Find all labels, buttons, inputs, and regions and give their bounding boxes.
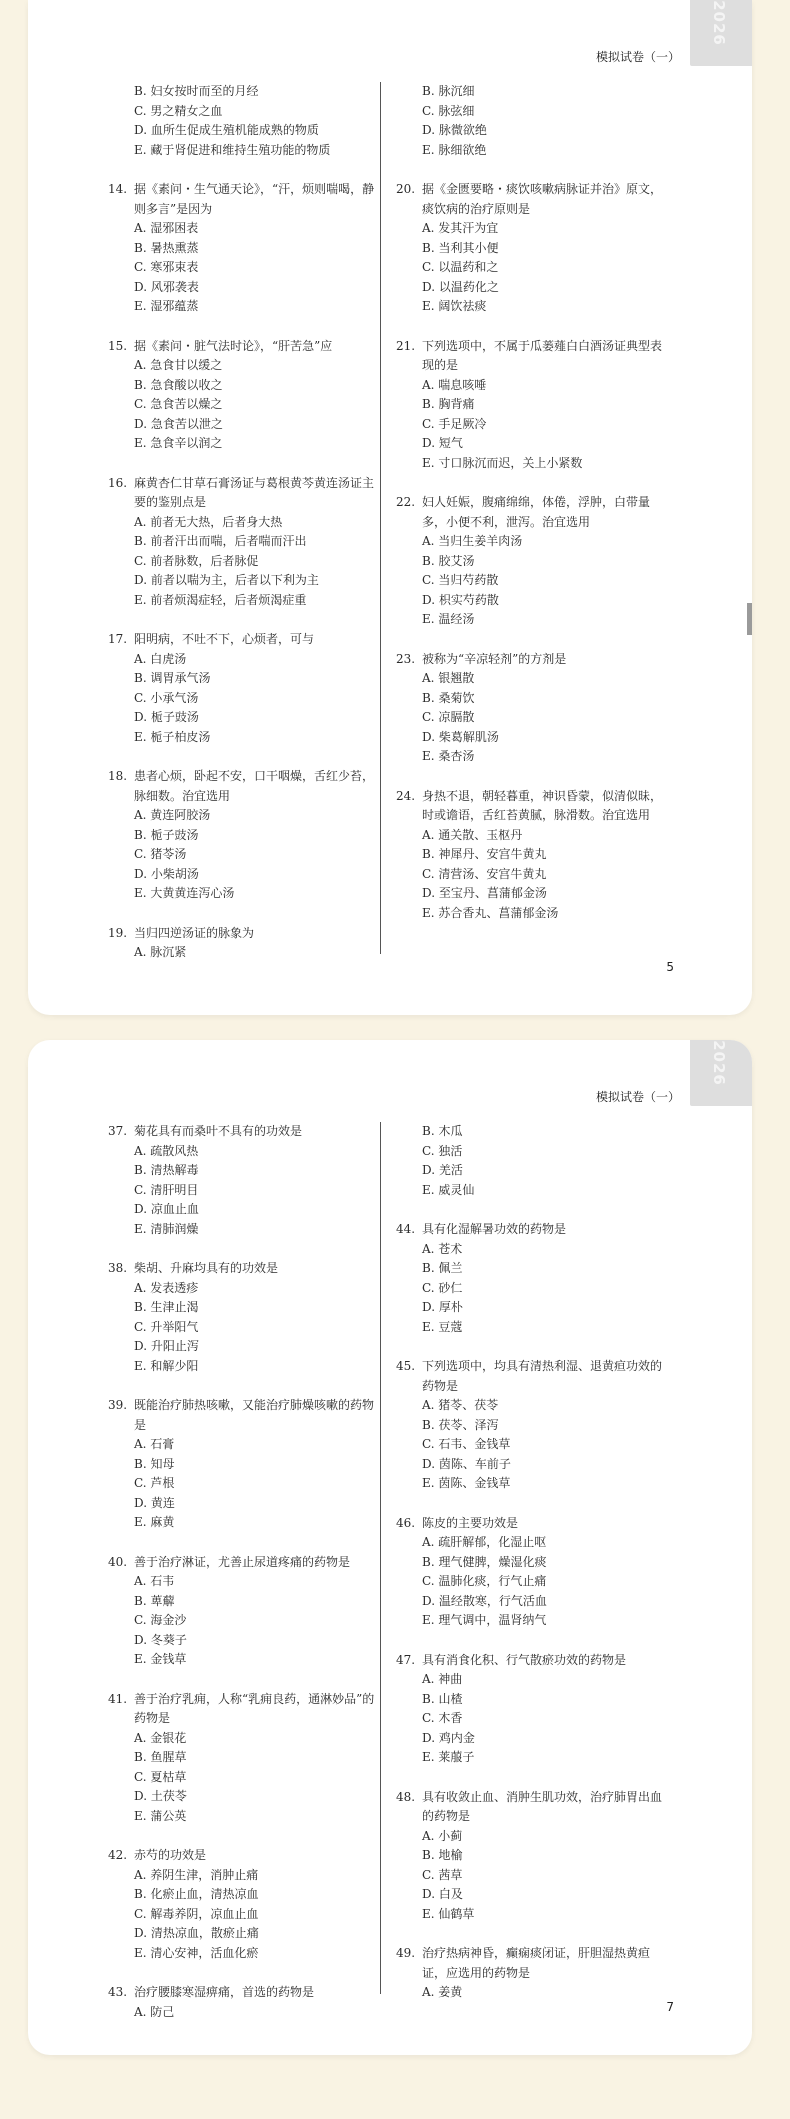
answer-option: A. 姜黄 <box>422 1985 463 1999</box>
answer-option: E. 和解少阳 <box>134 1358 199 1373</box>
answer-option: B. 前者汗出而喘，后者喘而汗出 <box>134 534 307 548</box>
question-text: 当归四逆汤证的脉象为 <box>134 925 255 940</box>
question-number: 40. <box>108 1554 128 1569</box>
answer-option: B. 栀子豉汤 <box>134 827 199 842</box>
question-stem <box>396 1357 668 1396</box>
answer-option: E. 威灵仙 <box>422 1182 475 1197</box>
answer-option: C. 砂仁 <box>422 1280 463 1295</box>
answer-option: B. 知母 <box>134 1456 175 1471</box>
question-item <box>396 337 668 474</box>
answer-option: B. 当利其小便 <box>422 240 499 255</box>
left-column <box>108 82 380 983</box>
answer-option: E. 大黄黄连泻心汤 <box>134 886 235 900</box>
answer-option: E. 前者烦渴症轻，后者烦渴症重 <box>134 592 307 607</box>
answer-option: B. 化瘀止血，清热凉血 <box>134 1887 259 1901</box>
question-item <box>108 1122 380 1239</box>
question-item <box>396 1651 668 1768</box>
question-item <box>108 1259 380 1376</box>
page-number: 7 <box>666 2000 674 2014</box>
question-item <box>108 767 380 904</box>
answer-option: A. 小蓟 <box>422 1828 463 1843</box>
question-item <box>396 1357 668 1494</box>
answer-option: D. 冬葵子 <box>134 1632 187 1647</box>
answer-option: A. 苍术 <box>422 1241 463 1256</box>
page-number: 5 <box>666 960 674 974</box>
question-number: 41. <box>108 1691 128 1706</box>
answer-option: A. 前者无大热，后者身大热 <box>134 514 283 529</box>
question-item <box>396 180 668 317</box>
question-text: 陈皮的主要功效是 <box>422 1515 519 1530</box>
answer-option: D. 短气 <box>422 436 463 450</box>
question-text: 妇人妊娠，腹痛绵绵，体倦，浮肿，白带量多，小便不利，泄泻。治宜选用 <box>422 495 651 529</box>
question-stem <box>396 1651 668 1671</box>
question-item <box>396 1514 668 1631</box>
answer-option: B. 神犀丹、安宫牛黄丸 <box>422 847 547 861</box>
answer-option: A. 疏肝解郁，化湿止呕 <box>422 1535 547 1549</box>
answer-option: B. 桑菊饮 <box>422 690 475 705</box>
answer-option: C. 寒邪束表 <box>134 260 199 274</box>
answer-option: A. 急食甘以缓之 <box>134 358 223 372</box>
answer-option: D. 升阳止泻 <box>134 1339 199 1353</box>
answer-option: C. 前者脉数，后者脉促 <box>134 553 259 568</box>
answer-option: A. 白虎汤 <box>134 651 187 666</box>
question-stem <box>108 1983 380 2003</box>
answer-option: E. 寸口脉沉而迟，关上小紧数 <box>422 455 583 470</box>
question-stem <box>396 650 668 670</box>
year-tab <box>690 1040 752 1106</box>
answer-option: A. 神曲 <box>422 1672 463 1686</box>
answer-option: C. 脉弦细 <box>422 103 475 118</box>
answer-option: A. 金银花 <box>134 1730 187 1745</box>
answer-option: B. 清热解毒 <box>134 1163 199 1177</box>
answer-option: E. 藏于肾促进和维持生殖功能的物质 <box>134 142 331 157</box>
question-number: 19. <box>108 925 128 940</box>
question-text: 既能治疗肺热咳嗽，又能治疗肺燥咳嗽的药物是 <box>134 1398 375 1432</box>
question-number: 38. <box>108 1261 128 1275</box>
question-text: 治疗热病神昏，癫痫痰闭证，肝胆湿热黄疸证，应选用的药物是 <box>422 1946 651 1980</box>
answer-options <box>134 219 380 317</box>
question-text: 菊花具有而桑叶不具有的功效是 <box>134 1124 303 1138</box>
question-number: 18. <box>108 769 128 783</box>
answer-options <box>134 943 380 963</box>
answer-option: C. 夏枯草 <box>134 1769 187 1784</box>
answer-option: A. 黄连阿胶汤 <box>134 808 211 822</box>
question-stem <box>108 630 380 650</box>
answer-options <box>134 356 380 454</box>
continued-options <box>422 82 668 160</box>
right-column <box>396 1122 668 2023</box>
answer-option: C. 解毒养阴，凉血止血 <box>134 1906 259 1921</box>
answer-option: C. 海金沙 <box>134 1613 187 1627</box>
question-number: 49. <box>396 1946 416 1960</box>
exam-page-5 <box>28 0 752 1015</box>
question-text: 麻黄杏仁甘草石膏汤证与葛根黄芩黄连汤证主要的鉴别点是 <box>134 475 375 509</box>
answer-option: C. 男之精女之血 <box>134 103 223 118</box>
answer-option: D. 白及 <box>422 1887 463 1901</box>
answer-option: B. 急食酸以收之 <box>134 377 223 392</box>
answer-option: A. 疏散风热 <box>134 1143 199 1158</box>
answer-option: E. 温经汤 <box>422 612 475 626</box>
answer-option: A. 喘息咳唾 <box>422 377 487 392</box>
question-item <box>108 337 380 454</box>
column-divider <box>380 82 381 954</box>
question-stem <box>108 1553 380 1573</box>
question-number: 24. <box>396 788 416 803</box>
question-text: 具有收敛止血、消肿生肌功效，治疗肺胃出血的药物是 <box>422 1789 663 1823</box>
answer-option: B. 地榆 <box>422 1848 463 1862</box>
answer-option: D. 血所生促成生殖机能成熟的物质 <box>134 123 319 137</box>
question-stem <box>108 1690 380 1729</box>
answer-option: E. 清肺润燥 <box>134 1221 199 1236</box>
answer-option: C. 芦根 <box>134 1476 175 1490</box>
answer-options <box>422 1983 668 2003</box>
answer-option: B. 生津止渴 <box>134 1300 199 1314</box>
page-header: 模拟试卷（一） <box>595 50 680 64</box>
question-stem <box>108 1396 380 1435</box>
answer-option: C. 石韦、金钱草 <box>422 1437 511 1451</box>
question-stem <box>108 1259 380 1279</box>
question-number: 48. <box>396 1789 416 1804</box>
question-item <box>108 1690 380 1827</box>
question-text: 患者心烦，卧起不安，口干咽燥，舌红少苔，脉细数。治宜选用 <box>134 769 375 803</box>
answer-option: A. 养阴生津，消肿止痛 <box>134 1867 259 1882</box>
answer-option: B. 妇女按时而至的月经 <box>134 84 259 98</box>
answer-option: A. 猪苓、茯苓 <box>422 1398 499 1412</box>
question-number: 14. <box>108 182 128 196</box>
question-text: 据《素问・生气通天论》，“汗，烦则喘喝，静则多言”是因为 <box>134 182 375 216</box>
question-item <box>108 924 380 963</box>
answer-option: B. 鱼腥草 <box>134 1750 187 1764</box>
answer-option: B. 理气健脾，燥湿化痰 <box>422 1554 547 1569</box>
answer-option: B. 胶艾汤 <box>422 553 475 568</box>
answer-options <box>422 532 668 630</box>
question-stem <box>108 337 380 357</box>
answer-option: D. 温经散寒，行气活血 <box>422 1593 547 1608</box>
question-number: 44. <box>396 1222 416 1236</box>
scroll-marker <box>747 603 752 635</box>
answer-options <box>134 1279 380 1377</box>
answer-option: E. 脉细欲绝 <box>422 142 487 157</box>
question-number: 45. <box>396 1359 416 1373</box>
question-stem <box>108 924 380 944</box>
answer-option: A. 发其汗为宜 <box>422 221 499 235</box>
question-text: 下列选项中，不属于瓜蒌薤白白酒汤证典型表现的是 <box>422 338 663 372</box>
answer-option: C. 凉膈散 <box>422 710 475 724</box>
answer-option: A. 通关散、玉枢丹 <box>422 827 523 842</box>
answer-option: D. 柴葛解肌汤 <box>422 729 499 744</box>
answer-option: E. 蒲公英 <box>134 1808 187 1823</box>
answer-options <box>422 1240 668 1338</box>
question-stem <box>396 787 668 826</box>
question-text: 柴胡、升麻均具有的功效是 <box>134 1261 279 1275</box>
year-label: 2026 <box>710 0 729 46</box>
answer-option: C. 清营汤、安宫牛黄丸 <box>422 866 547 881</box>
answer-option: D. 脉微欲绝 <box>422 123 487 137</box>
answer-option: E. 栀子柏皮汤 <box>134 729 211 744</box>
answer-option: B. 调胃承气汤 <box>134 671 211 685</box>
answer-options <box>134 1435 380 1533</box>
answer-option: D. 至宝丹、菖蒲郁金汤 <box>422 886 547 900</box>
question-item <box>108 1553 380 1670</box>
year-label: 2026 <box>710 1040 729 1086</box>
question-text: 身热不退，朝轻暮重，神识昏蒙，似清似昧，时或谵语，舌红苔黄腻，脉滑数。治宜选用 <box>422 788 663 822</box>
question-item <box>108 474 380 611</box>
question-item <box>396 1220 668 1337</box>
answer-options <box>422 1533 668 1631</box>
question-item <box>396 1788 668 1925</box>
answer-option: E. 豆蔻 <box>422 1319 463 1334</box>
question-stem <box>108 1846 380 1866</box>
answer-option: C. 猪苓汤 <box>134 847 187 861</box>
answer-option: E. 麻黄 <box>134 1515 175 1529</box>
question-item <box>108 1983 380 2022</box>
answer-option: E. 苏合香丸、菖蒲郁金汤 <box>422 905 559 920</box>
answer-option: D. 厚朴 <box>422 1300 463 1314</box>
year-tab <box>690 0 752 66</box>
answer-option: D. 凉血止血 <box>134 1202 199 1216</box>
answer-option: A. 银翘散 <box>422 671 475 685</box>
question-number: 22. <box>396 495 416 509</box>
answer-option: B. 脉沉细 <box>422 84 475 98</box>
answer-option: A. 发表透疹 <box>134 1280 199 1295</box>
answer-option: E. 莱菔子 <box>422 1750 475 1764</box>
question-item <box>396 650 668 767</box>
question-number: 39. <box>108 1398 128 1412</box>
answer-options <box>422 826 668 924</box>
question-text: 下列选项中，均具有清热利湿、退黄疸功效的药物是 <box>422 1359 663 1393</box>
answer-option: C. 急食苦以燥之 <box>134 397 223 411</box>
question-item <box>396 493 668 630</box>
question-number: 17. <box>108 632 128 646</box>
exam-page-7 <box>28 1040 752 2055</box>
answer-options <box>134 513 380 611</box>
right-column <box>396 82 668 943</box>
answer-option: A. 石韦 <box>134 1574 175 1588</box>
answer-option: C. 升举阳气 <box>134 1319 199 1334</box>
answer-option: B. 佩兰 <box>422 1261 463 1275</box>
question-item <box>108 1396 380 1533</box>
question-number: 23. <box>396 651 416 666</box>
question-stem <box>108 180 380 219</box>
question-number: 21. <box>396 338 416 353</box>
continued-options <box>134 82 380 160</box>
question-stem <box>396 1944 668 1983</box>
question-stem <box>108 1122 380 1142</box>
question-stem <box>396 1220 668 1240</box>
question-stem <box>396 1514 668 1534</box>
answer-option: B. 暑热熏蒸 <box>134 240 199 255</box>
answer-option: D. 小柴胡汤 <box>134 866 199 881</box>
answer-option: D. 羌活 <box>422 1163 463 1177</box>
answer-option: C. 独活 <box>422 1143 463 1158</box>
answer-option: E. 阔饮祛痰 <box>422 299 487 313</box>
answer-option: C. 当归芍药散 <box>422 573 499 587</box>
answer-options <box>134 1142 380 1240</box>
answer-option: B. 山楂 <box>422 1691 463 1706</box>
question-text: 善于治疗淋证，尤善止尿道疼痛的药物是 <box>134 1554 351 1569</box>
question-text: 具有消食化积、行气散瘀功效的药物是 <box>422 1652 627 1667</box>
question-stem <box>396 1788 668 1827</box>
answer-option: D. 清热凉血，散瘀止痛 <box>134 1926 259 1940</box>
answer-options <box>134 650 380 748</box>
answer-option: D. 茵陈、车前子 <box>422 1456 511 1471</box>
answer-option: D. 风邪袭表 <box>134 279 199 294</box>
left-column <box>108 1122 380 2042</box>
question-stem <box>108 474 380 513</box>
question-text: 具有化湿解暑功效的药物是 <box>422 1222 567 1236</box>
answer-options <box>422 669 668 767</box>
answer-options <box>422 376 668 474</box>
answer-option: C. 木香 <box>422 1711 463 1725</box>
answer-options <box>134 806 380 904</box>
question-item <box>396 1944 668 2003</box>
answer-option: A. 脉沉紧 <box>134 945 187 959</box>
question-number: 46. <box>396 1515 416 1530</box>
answer-options <box>422 1396 668 1494</box>
question-item <box>108 1846 380 1963</box>
question-text: 善于治疗乳痈，人称“乳痈良药，通淋妙品”的药物是 <box>134 1691 375 1725</box>
answer-option: D. 土茯苓 <box>134 1789 187 1803</box>
answer-option: A. 当归生姜羊肉汤 <box>422 534 523 548</box>
question-number: 47. <box>396 1652 416 1667</box>
question-number: 20. <box>396 182 416 196</box>
page-header: 模拟试卷（一） <box>595 1090 680 1104</box>
answer-option: B. 木瓜 <box>422 1124 463 1138</box>
answer-options <box>134 1866 380 1964</box>
answer-option: E. 急食辛以润之 <box>134 436 223 450</box>
question-number: 16. <box>108 475 128 490</box>
question-number: 37. <box>108 1124 128 1138</box>
answer-option: C. 以温药和之 <box>422 260 499 274</box>
answer-option: E. 茵陈、金钱草 <box>422 1476 511 1490</box>
answer-option: E. 金钱草 <box>134 1652 187 1666</box>
question-text: 据《素问・脏气法时论》，“肝苦急”应 <box>134 338 333 353</box>
question-text: 赤芍的功效是 <box>134 1848 207 1862</box>
question-item <box>108 180 380 317</box>
answer-option: C. 手足厥冷 <box>422 416 487 431</box>
question-text: 阳明病，不吐不下，心烦者，可与 <box>134 632 315 646</box>
question-stem <box>108 767 380 806</box>
answer-option: C. 清肝明目 <box>134 1182 199 1197</box>
question-stem <box>396 337 668 376</box>
answer-option: E. 桑杏汤 <box>422 749 475 763</box>
question-number: 15. <box>108 338 128 353</box>
question-item <box>108 630 380 747</box>
question-text: 据《金匮要略・痰饮咳嗽病脉证并治》原文，痰饮病的治疗原则是 <box>422 182 663 216</box>
answer-options <box>422 1670 668 1768</box>
answer-options <box>134 1572 380 1670</box>
answer-option: E. 理气调中，温肾纳气 <box>422 1613 547 1627</box>
question-number: 43. <box>108 1985 128 1999</box>
question-item <box>396 787 668 924</box>
answer-option: B. 萆薢 <box>134 1593 175 1608</box>
answer-option: C. 小承气汤 <box>134 690 199 705</box>
question-stem <box>396 493 668 532</box>
answer-option: E. 仙鹤草 <box>422 1906 475 1921</box>
answer-option: A. 防己 <box>134 2004 175 2019</box>
answer-options <box>134 1729 380 1827</box>
continued-options <box>422 1122 668 1200</box>
question-text: 治疗腰膝寒湿痹痛，首选的药物是 <box>134 1985 315 1999</box>
answer-option: E. 清心安神，活血化瘀 <box>134 1945 259 1960</box>
answer-option: C. 温肺化痰，行气止痛 <box>422 1574 547 1588</box>
question-stem <box>396 180 668 219</box>
answer-options <box>422 219 668 317</box>
answer-option: B. 茯苓、泽泻 <box>422 1417 499 1432</box>
answer-option: D. 前者以喘为主，后者以下利为主 <box>134 573 319 587</box>
question-number: 42. <box>108 1848 128 1862</box>
answer-option: E. 湿邪蕴蒸 <box>134 299 199 313</box>
column-divider <box>380 1122 381 1994</box>
answer-option: A. 石膏 <box>134 1437 175 1451</box>
answer-option: C. 茜草 <box>422 1867 463 1882</box>
answer-option: D. 栀子豉汤 <box>134 710 199 724</box>
answer-option: D. 鸡内金 <box>422 1730 475 1745</box>
answer-options <box>134 2003 380 2023</box>
answer-option: D. 枳实芍药散 <box>422 592 499 607</box>
answer-option: A. 湿邪困表 <box>134 221 199 235</box>
answer-option: B. 胸背痛 <box>422 397 475 411</box>
answer-option: D. 急食苦以泄之 <box>134 416 223 431</box>
answer-option: D. 以温药化之 <box>422 279 499 294</box>
question-text: 被称为“辛凉轻剂”的方剂是 <box>422 651 567 666</box>
answer-options <box>422 1827 668 1925</box>
answer-option: D. 黄连 <box>134 1495 175 1510</box>
